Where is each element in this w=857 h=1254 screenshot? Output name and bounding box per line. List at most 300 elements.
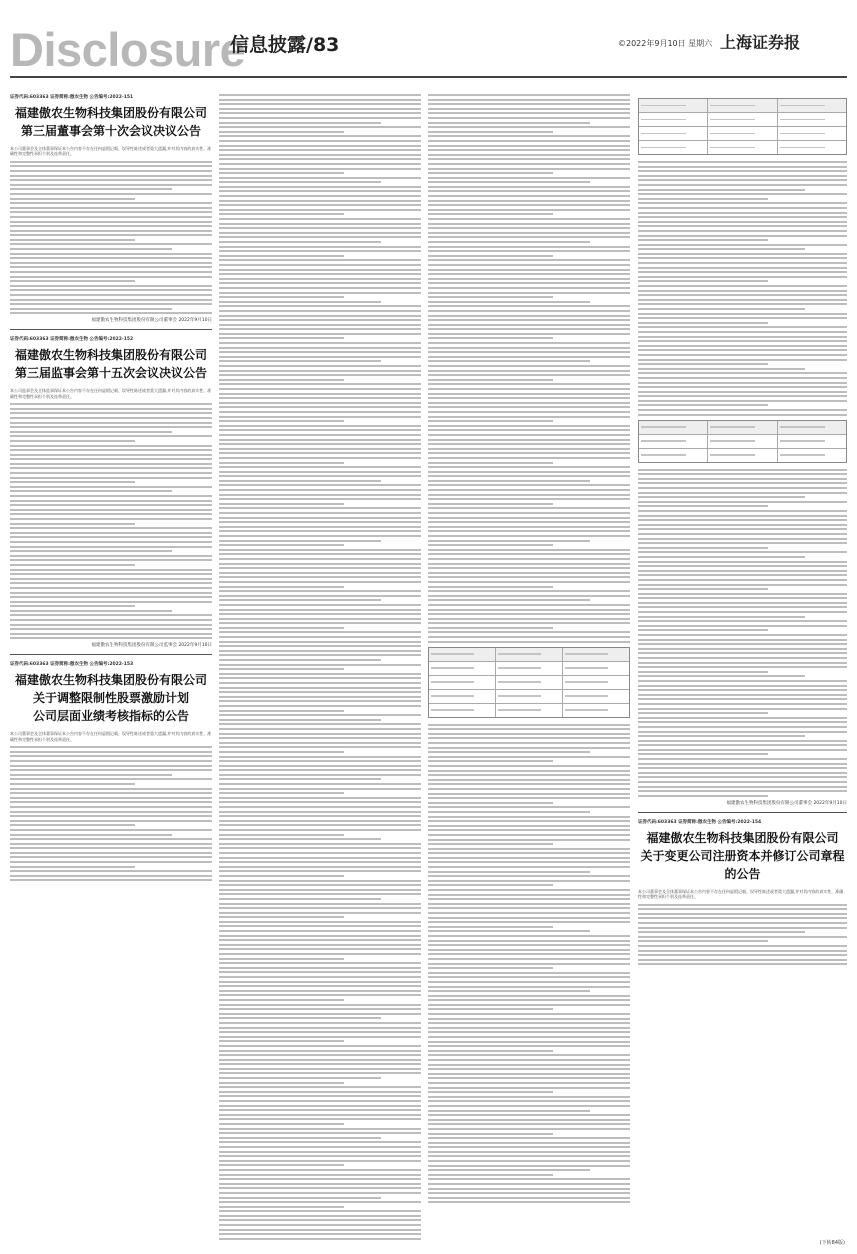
article-body: [219, 94, 421, 1240]
text-line: [219, 687, 421, 689]
text-line: [10, 601, 212, 603]
text-line: [428, 149, 630, 151]
text-line: [219, 1229, 421, 1231]
text-line: [428, 475, 630, 477]
text-line: [428, 622, 630, 624]
text-line: [428, 627, 553, 629]
text-line: [428, 1096, 630, 1098]
text-line: [10, 550, 172, 552]
text-line: [10, 490, 172, 492]
text-line: [10, 184, 212, 186]
text-line: [428, 1137, 630, 1139]
text-line: [219, 884, 421, 886]
text-line: [638, 588, 768, 590]
text-line: [428, 1133, 553, 1135]
text-line: [428, 894, 630, 896]
text-line: [10, 564, 135, 566]
text-line: [428, 783, 630, 785]
text-line: [428, 145, 630, 147]
text-line: [219, 696, 421, 698]
text-line: [10, 243, 212, 245]
text-line: [219, 788, 421, 790]
text-line: [428, 236, 630, 238]
text-line: [10, 216, 212, 218]
text-line: [428, 1041, 630, 1043]
text-line: [10, 422, 212, 424]
text-line: [219, 411, 421, 413]
text-line: [219, 811, 421, 813]
stock-line: 证券代码:603363 证券简称:傲农生物 公告编号:2022-153: [10, 662, 134, 668]
text-line: [428, 1091, 553, 1093]
text-line: [638, 781, 847, 783]
text-line: [219, 1045, 421, 1047]
text-line: [219, 227, 421, 229]
text-line: [219, 1022, 421, 1024]
text-line: [10, 765, 212, 767]
signature: 福建傲农生物科技集团股份有限公司董事会 2022年9月10日: [726, 800, 847, 806]
text-line: [219, 466, 421, 468]
text-line: [638, 936, 847, 938]
text-line: [638, 294, 847, 296]
text-line: [219, 668, 344, 670]
text-line: [219, 310, 421, 312]
text-line: [219, 953, 421, 955]
text-line: [219, 1118, 421, 1120]
text-line: [428, 1031, 630, 1033]
text-line: [10, 838, 212, 840]
text-line: [219, 140, 421, 142]
text-line: [428, 168, 630, 170]
text-line: [638, 303, 847, 305]
text-line: [428, 209, 630, 211]
text-line: [219, 981, 421, 983]
text-line: [638, 354, 847, 356]
text-line: [638, 772, 847, 774]
text-line: [219, 232, 421, 234]
text-line: [219, 393, 421, 395]
text-line: [638, 501, 847, 503]
text-line: [219, 181, 381, 183]
text-line: [219, 618, 421, 620]
text-line: [219, 1238, 421, 1240]
text-line: [638, 551, 847, 553]
text-line: [219, 374, 421, 376]
text-line: [219, 328, 421, 330]
text-line: [428, 765, 630, 767]
text-line: [638, 652, 847, 654]
text-line: [428, 177, 630, 179]
text-line: [219, 880, 421, 882]
text-line: [638, 708, 847, 710]
text-line: [219, 154, 421, 156]
text-line: [10, 239, 135, 241]
text-line: [428, 1201, 630, 1203]
text-line: [219, 1091, 421, 1093]
text-line: [638, 248, 805, 250]
text-line: [219, 595, 421, 597]
text-line: [10, 513, 212, 515]
text-line: [428, 1059, 630, 1061]
text-line: [10, 266, 212, 268]
text-line: [428, 816, 630, 818]
text-line: [638, 391, 847, 393]
text-line: [428, 825, 630, 827]
article-title: [10, 671, 212, 725]
text-line: [638, 280, 768, 282]
text-line: [10, 806, 212, 808]
text-line: [428, 760, 553, 762]
text-line: [428, 631, 630, 633]
text-line: [219, 631, 421, 633]
article-title: [638, 829, 847, 883]
text-line: [428, 301, 590, 303]
text-line: [428, 1142, 630, 1144]
text-line: [219, 710, 344, 712]
text-line: [219, 1082, 344, 1084]
text-line: [428, 884, 553, 886]
text-line: [638, 198, 768, 200]
text-line: [219, 994, 421, 996]
article-title: [10, 346, 212, 382]
text-line: [10, 783, 135, 785]
text-line: [428, 1036, 630, 1038]
text-line: [428, 347, 630, 349]
text-line: [219, 365, 421, 367]
text-line: [428, 259, 630, 261]
text-line: [219, 1169, 421, 1171]
text-line: [219, 177, 421, 179]
text-line: [428, 866, 630, 868]
text-line: [638, 963, 847, 965]
text-line: [638, 326, 847, 328]
text-line: [428, 416, 630, 418]
text-line: [428, 379, 553, 381]
text-line: [219, 765, 421, 767]
text-line: [219, 834, 344, 836]
text-line: [10, 207, 212, 209]
text-line: [219, 824, 421, 826]
text-line: [219, 756, 421, 758]
text-line: [638, 721, 847, 723]
text-line: [219, 549, 421, 551]
text-line: [219, 852, 421, 854]
text-line: [428, 756, 630, 758]
text-line: [219, 700, 421, 702]
text-line: [10, 797, 212, 799]
text-line: [219, 1197, 381, 1199]
text-line: [219, 654, 421, 656]
text-line: [219, 540, 381, 542]
text-line: [219, 944, 421, 946]
text-line: [219, 985, 421, 987]
text-line: [428, 1197, 630, 1199]
text-line: [428, 806, 630, 808]
text-line: [10, 541, 212, 543]
text-line: [219, 1206, 344, 1208]
text-line: [428, 1146, 630, 1148]
text-line: [219, 480, 381, 482]
text-line: [638, 244, 847, 246]
text-line: [638, 927, 847, 929]
text-line: [219, 820, 421, 822]
text-line: [638, 317, 847, 319]
text-line: [428, 250, 630, 252]
text-line: [219, 1192, 421, 1194]
text-line: [428, 1077, 630, 1079]
text-line: [10, 820, 212, 822]
text-line: [428, 903, 630, 905]
column-1: [10, 94, 212, 881]
text-line: [638, 478, 847, 480]
text-line: [219, 857, 421, 859]
text-line: [10, 303, 212, 305]
text-line: [10, 578, 212, 580]
text-line: [428, 1054, 630, 1056]
text-line: [638, 473, 847, 475]
text-line: [219, 1095, 421, 1097]
text-line: [219, 1086, 421, 1088]
text-line: [10, 870, 212, 872]
text-line: [428, 1110, 590, 1112]
text-line: [428, 953, 630, 955]
text-line: [219, 402, 421, 404]
text-line: [219, 801, 421, 803]
text-line: [219, 1215, 421, 1217]
text-line: [428, 1008, 553, 1010]
disclaimer: 本公司监事会及全体监事保证本公告内容不存在任何虚假记载、误导性陈述或者重大遗漏,并对其内容的真实性、准确性和完整性承担个别及连带责任。: [10, 388, 212, 399]
text-line: [219, 622, 421, 624]
text-line: [428, 356, 630, 358]
text-line: [428, 471, 630, 473]
text-line: [219, 553, 421, 555]
text-line: [428, 779, 630, 781]
text-line: [219, 292, 421, 294]
text-line: [219, 172, 344, 174]
text-line: [428, 443, 630, 445]
text-line: [10, 596, 212, 598]
text-line: [428, 829, 630, 831]
text-line: [638, 193, 847, 195]
text-line: [219, 94, 421, 96]
text-line: [428, 287, 630, 289]
text-line: [219, 778, 381, 780]
text-line: [428, 315, 630, 317]
text-line: [219, 636, 421, 638]
text-line: [428, 967, 553, 969]
text-line: [219, 746, 421, 748]
text-line: [219, 581, 421, 583]
text-line: [10, 257, 212, 259]
text-line: [428, 296, 553, 298]
text-line: [638, 584, 847, 586]
text-line: [219, 728, 421, 730]
text-line: [219, 1036, 421, 1038]
text-line: [219, 999, 344, 1001]
text-line: [428, 572, 630, 574]
text-line: [638, 299, 847, 301]
text-line: [10, 225, 212, 227]
text-line: [10, 852, 212, 854]
text-line: [10, 165, 212, 167]
text-line: [10, 866, 135, 868]
text-line: [428, 544, 553, 546]
text-line: [428, 388, 630, 390]
text-line: [638, 276, 847, 278]
text-line: [219, 613, 421, 615]
text-line: [428, 976, 630, 978]
text-line: [219, 843, 421, 845]
text-line: [219, 420, 344, 422]
text-line: [428, 521, 630, 523]
continued-note: (下转84版): [819, 1240, 845, 1246]
text-line: [219, 599, 381, 601]
newspaper-name: 上海证券报: [720, 33, 801, 52]
text-line: [10, 426, 212, 428]
text-line: [428, 986, 630, 988]
text-line: [219, 517, 421, 519]
text-line: [428, 724, 630, 726]
text-line: [638, 606, 847, 608]
text-line: [428, 1155, 630, 1157]
text-line: [638, 744, 847, 746]
text-line: [10, 746, 212, 748]
text-line: [219, 976, 421, 978]
text-line: [638, 675, 805, 677]
text-line: [428, 103, 630, 105]
text-line: [219, 737, 421, 739]
text-line: [219, 347, 421, 349]
text-line: [638, 753, 768, 755]
text-line: [10, 582, 212, 584]
text-line: [219, 971, 421, 973]
text-line: [219, 912, 421, 914]
text-line: [219, 861, 421, 863]
text-line: [219, 1151, 421, 1153]
text-line: [428, 507, 630, 509]
text-line: [219, 448, 421, 450]
performance-table: [428, 647, 630, 718]
text-line: [428, 871, 590, 873]
text-line: [219, 484, 421, 486]
text-line: [219, 544, 344, 546]
text-line: [428, 618, 630, 620]
text-line: [219, 494, 421, 496]
text-line: [10, 179, 212, 181]
text-line: [428, 232, 630, 234]
text-line: [10, 861, 212, 863]
text-line: [219, 521, 421, 523]
text-line: [10, 408, 212, 410]
text-line: [428, 737, 630, 739]
text-line: [638, 671, 768, 673]
text-line: [219, 273, 421, 275]
text-line: [428, 889, 630, 891]
text-line: [219, 990, 421, 992]
text-line: [10, 811, 212, 813]
text-line: [219, 847, 421, 849]
text-line: [10, 614, 212, 616]
text-line: [219, 609, 421, 611]
title-line: 福建傲农生物科技集团股份有限公司: [14, 348, 207, 363]
text-line: [219, 108, 421, 110]
text-line: [219, 1128, 421, 1130]
text-line: [428, 255, 553, 257]
text-line: [219, 195, 421, 197]
text-line: [638, 170, 847, 172]
text-line: [219, 117, 421, 119]
text-line: [428, 1165, 630, 1167]
text-line: [219, 452, 421, 454]
text-line: [428, 397, 630, 399]
text-line: [428, 1087, 630, 1089]
text-line: [428, 728, 630, 730]
text-line: [638, 680, 847, 682]
text-line: [10, 253, 212, 255]
text-line: [219, 1040, 344, 1042]
text-line: [428, 586, 553, 588]
text-line: [10, 751, 212, 753]
text-line: [428, 99, 630, 101]
text-line: [219, 498, 421, 500]
text-line: [428, 383, 630, 385]
text-line: [10, 193, 212, 195]
text-line: [10, 587, 212, 589]
text-line: [10, 248, 172, 250]
text-line: [638, 349, 847, 351]
text-line: [428, 535, 630, 537]
text-line: [638, 519, 847, 521]
text-line: [219, 342, 421, 344]
text-line: [428, 448, 630, 450]
text-line: [10, 624, 212, 626]
text-line: [638, 685, 847, 687]
divider: [10, 329, 212, 330]
text-line: [10, 454, 212, 456]
text-line: [428, 981, 630, 983]
text-line: [638, 959, 847, 961]
title-line: 公司层面业绩考核指标的公告: [32, 709, 189, 724]
text-line: [219, 1063, 421, 1065]
text-line: [638, 469, 847, 471]
stock-line: 证券代码:603363 证券简称:傲农生物 公告编号:2022-154: [638, 819, 762, 825]
text-line: [638, 487, 847, 489]
text-line: [428, 581, 630, 583]
text-line: [638, 579, 847, 581]
text-line: [10, 843, 212, 845]
text-line: [219, 1146, 421, 1148]
text-line: [428, 636, 630, 638]
text-line: [10, 504, 212, 506]
text-line: [428, 576, 630, 578]
text-line: [428, 466, 630, 468]
text-line: [428, 172, 553, 174]
text-line: [219, 673, 421, 675]
text-line: [428, 420, 553, 422]
text-line: [428, 944, 630, 946]
comparison-table: [638, 420, 847, 463]
text-line: [638, 758, 847, 760]
text-line: [219, 893, 421, 895]
text-line: [638, 175, 847, 177]
text-line: [638, 749, 847, 751]
text-line: [219, 792, 344, 794]
text-line: [219, 296, 344, 298]
text-line: [219, 462, 344, 464]
text-line: [219, 324, 421, 326]
text-line: [638, 634, 847, 636]
text-line: [219, 916, 344, 918]
title-line: 关于变更公司注册资本并修订公司章程的公告: [640, 848, 845, 881]
